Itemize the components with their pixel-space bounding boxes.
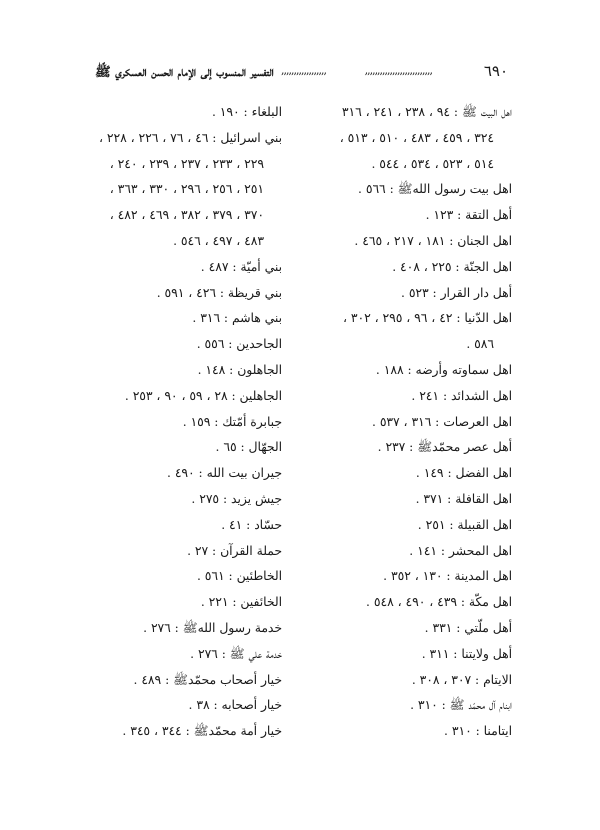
index-entry: خدمة رسول اللهﷺ : ٢٧٦ . [143, 620, 282, 635]
index-entry: اهل القبيلة : ٢٥١ . [417, 517, 512, 532]
index-entry: اهل الشدائد : ٢٤١ . [411, 388, 512, 403]
index-entry: ٤٨٣ ، ٤٩٧ ، ٥٤٦ . [173, 233, 264, 248]
index-entry: بني أميّة : ٤٨٧ . [200, 259, 282, 274]
index-entry: ٥٨٦ . [466, 337, 494, 352]
index-entry: جبابرة أمّتك : ١٥٩ . [182, 414, 282, 429]
index-entry: اهل العرصات : ٣١٦ ، ٥٣٧ . [371, 414, 512, 429]
index-entry: خدمة علي ﷺ : ٢٧٦ . [190, 646, 282, 661]
index-entry: اهل المحشر : ١٤١ . [409, 543, 512, 558]
index-entry: جيش يزيد : ٢٧٥ . [191, 491, 282, 506]
index-entry: ٢٥١ ، ٢٥٦ ، ٢٩٦ ، ٣٣٠ ، ٣٦٣ ، [109, 182, 264, 197]
index-entry: ٣٧٠ ، ٣٧٩ ، ٣٨٢ ، ٤٦٩ ، ٤٨٢ ، [109, 208, 264, 223]
index-entry: بني اسرائيل : ٤٦ ، ٧٦ ، ٢٢٦ ، ٢٢٨ ، [99, 130, 282, 145]
index-entry: أهل ولايتنا : ٣١١ . [421, 646, 512, 661]
index-entry: الجاهلون : ١٤٨ . [197, 362, 282, 377]
index-entry: أهل التقة : ١٢٣ . [425, 208, 512, 223]
header-dots-left: ,,,,,,,,,,,,,,,,,,,,,,,,,,, [364, 64, 432, 77]
index-entry: اهل الدّنيا : ٤٢ ، ٩٦ ، ٢٩٥ ، ٣٠٢ ، [343, 311, 512, 326]
index-entry: اهل القافلة : ٣٧١ . [415, 491, 512, 506]
index-entry: اهل البيت ﷺ : ٩٤ ، ٢٣٨ ، ٢٤١ ، ٣١٦ [341, 105, 512, 119]
index-entry: خيار أصحابه : ٣٨ . [188, 698, 282, 713]
index-column-left [77, 100, 282, 745]
index-entry: اهل سماوته وأرضه : ١٨٨ . [375, 362, 512, 377]
index-entry: البلغاء : ١٩٠ . [211, 105, 282, 119]
index-entry: الجاهلين : ٢٨ ، ٥٩ ، ٩٠ ، ٢٥٣ . [124, 388, 282, 403]
index-entry: أهل ملّتي : ٣٣١ . [424, 620, 512, 635]
index-entry: الخاطئين : ٥٦١ . [196, 569, 282, 584]
index-entry: ٥١٤ ، ٥٢٣ ، ٥٣٤ ، ٥٤٤ . [371, 156, 494, 171]
index-entry: اهل المدينة : ١٣٠ ، ٣٥٢ . [383, 569, 512, 584]
index-entry: الجهّال : ٦٥ . [215, 440, 282, 455]
index-entry: ٢٢٩ ، ٢٣٣ ، ٢٣٧ ، ٢٣٩ ، ٢٤٠ ، [109, 156, 264, 171]
index-entry: الخائفين : ٢٢١ . [200, 595, 282, 610]
index-entry: حملة القرآن : ٢٧ . [187, 543, 282, 558]
running-header [95, 62, 508, 86]
index-entry: ابنام آل محمّد ﷺ : ٣١٠ . [410, 698, 512, 713]
header-dots-right: ,,,,,,,,,,,,,,,,,, [281, 64, 326, 77]
page-number: ٦٩٠ [483, 62, 508, 80]
index-entry: بني قريظة : ٤٢٦ ، ٥٩١ . [156, 285, 282, 300]
index-column-right [312, 100, 512, 745]
index-entry: بني هاشم : ٣١٦ . [192, 311, 282, 326]
index-entry: اهل بيت رسول اللهﷺ : ٥٦٦ . [358, 182, 512, 197]
index-entry: أهل دار القرار : ٥٢٣ . [400, 285, 512, 300]
index-entry: خيار أصحاب محمّدﷺ : ٤٨٩ . [133, 672, 282, 687]
index-entry: اهل الفضل : ١٤٩ . [415, 466, 512, 481]
index-entry: اهل الجنّة : ٢٢٥ ، ٤٠٨ . [392, 259, 512, 274]
index-entry: الايتام : ٣٠٧ ، ٣٠٨ . [411, 672, 512, 687]
index-entry: الجاحدين : ٥٥٦ . [196, 337, 282, 352]
index-entry: ٣٢٤ ، ٤٥٩ ، ٤٨٣ ، ٥١٠ ، ٥١٣ ، [339, 130, 494, 145]
index-entry: حسّاد : ٤١ . [221, 517, 282, 532]
book-title: التفسير المنسوب إلى الإمام الحسن العسكري ﷺ [95, 65, 274, 80]
index-entry: أهل عصر محمّدﷺ : ٢٣٧ . [377, 440, 512, 455]
index-entry: اهل الجنان : ١٨١ ، ٢١٧ ، ٤٦٥ . [354, 233, 512, 248]
index-entry: اهل مكّة : ٤٣٩ ، ٤٩٠ ، ٥٤٨ . [366, 595, 512, 610]
index-entry: جيران بيت الله : ٤٩٠ . [166, 466, 282, 481]
index-entry: خيار أمة محمّدﷺ : ٣٤٤ ، ٣٤٥ . [122, 724, 282, 739]
index-entry: ايتامنا : ٣١٠ . [444, 724, 512, 739]
